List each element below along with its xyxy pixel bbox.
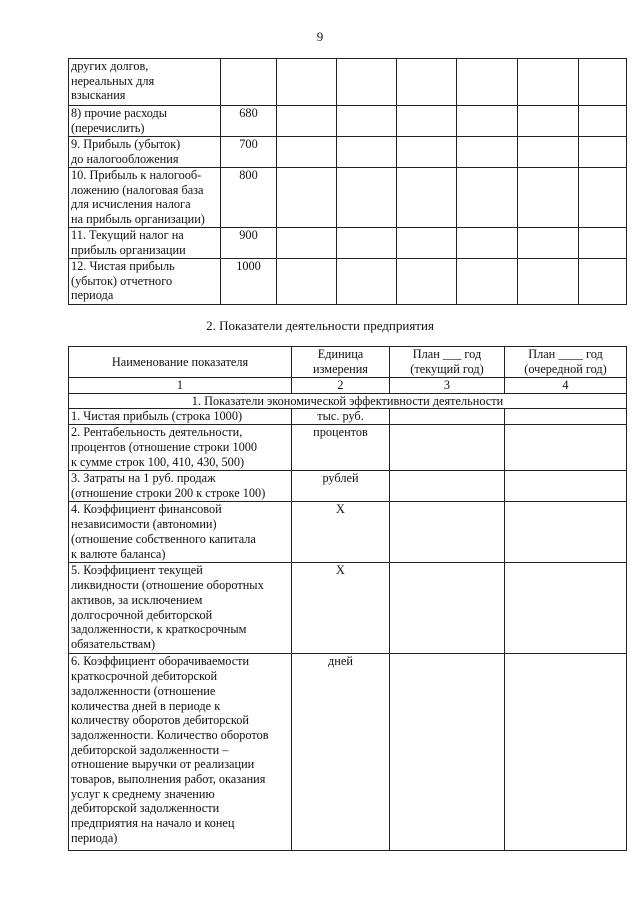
empty-cell: [579, 168, 627, 228]
empty-cell: [457, 59, 518, 106]
empty-cell: [397, 137, 457, 168]
empty-cell: [518, 137, 579, 168]
empty-cell: [397, 228, 457, 259]
header-plan-current: [390, 347, 505, 378]
indicator-name: [69, 409, 292, 425]
section-title: 2. Показатели деятельности предприятия: [206, 318, 434, 333]
plan-current-cell: [390, 425, 505, 471]
empty-cell: [457, 259, 518, 305]
column-numbers-row: [69, 378, 627, 394]
indicator-name: [69, 563, 292, 654]
empty-cell: [457, 106, 518, 137]
empty-cell: [457, 168, 518, 228]
table-row: [69, 137, 627, 168]
header-plan-next-text: План ____ год (очередной год): [524, 347, 607, 376]
indicator-unit: рублей: [292, 471, 390, 502]
empty-cell: [518, 59, 579, 106]
empty-cell: [277, 106, 337, 137]
column-number: 2: [292, 378, 390, 394]
header-name: Наименование показателя: [69, 347, 292, 378]
empty-cell: [579, 228, 627, 259]
header-plan-current-text: План ___ год (текущий год): [410, 347, 484, 376]
empty-cell: [337, 228, 397, 259]
empty-cell: [397, 168, 457, 228]
row-name-text: 10. Прибыль к налогооб- ложению (налоговая база для исчисления налога на прибыль организации): [71, 168, 205, 227]
plan-current-cell: [390, 471, 505, 502]
row-code: 1000: [221, 259, 277, 305]
plan-next-cell: [505, 409, 627, 425]
table-row: [69, 59, 627, 106]
table-row: [69, 168, 627, 228]
indicator-name: [69, 502, 292, 563]
plan-next-cell: [505, 471, 627, 502]
row-name: [69, 228, 221, 259]
row-name: [69, 259, 221, 305]
table-row: [69, 425, 627, 471]
row-name-text: 9. Прибыль (убыток) до налогообложения: [71, 137, 181, 166]
plan-current-cell: [390, 654, 505, 851]
plan-current-cell: [390, 502, 505, 563]
empty-cell: [518, 168, 579, 228]
empty-cell: [337, 106, 397, 137]
empty-cell: [337, 259, 397, 305]
table-row: [69, 471, 627, 502]
empty-cell: [457, 228, 518, 259]
column-number: 3: [390, 378, 505, 394]
indicator-name-text: 1. Чистая прибыль (строка 1000): [71, 409, 243, 424]
table-row: [69, 409, 627, 425]
empty-cell: [397, 259, 457, 305]
income-statement-table: [68, 58, 627, 305]
empty-cell: [518, 228, 579, 259]
subsection-title: 1. Показатели экономической эффективности деятельности: [69, 393, 627, 409]
row-code: 680: [221, 106, 277, 137]
indicator-name-text: 2. Рентабельность деятельности, процентов (отношение строки 1000 к сумме строк 100, 410, 430, 500): [71, 425, 258, 469]
header-plan-next: [505, 347, 627, 378]
table-row: [69, 259, 627, 305]
row-name-text: 11. Текущий налог на прибыль организации: [71, 228, 186, 257]
row-code: 700: [221, 137, 277, 168]
plan-current-cell: [390, 563, 505, 654]
plan-next-cell: [505, 502, 627, 563]
table-row: [69, 563, 627, 654]
subsection-row: [69, 393, 627, 409]
row-code: [221, 59, 277, 106]
header-unit-text: Единица измерения: [313, 347, 368, 376]
plan-next-cell: [505, 563, 627, 654]
empty-cell: [277, 137, 337, 168]
empty-cell: [579, 106, 627, 137]
empty-cell: [397, 59, 457, 106]
row-name-text: 12. Чистая прибыль (убыток) отчетного периода: [71, 259, 175, 303]
row-name-text: других долгов, нереальных для взыскания: [71, 59, 155, 103]
row-name: [69, 168, 221, 228]
empty-cell: [337, 137, 397, 168]
empty-cell: [277, 228, 337, 259]
indicator-name-text: 6. Коэффициент оборачиваемости краткосрочной дебиторской задолженности (отношение количества дней в периоде к количеству оборотов дебиторской задолженности. Количество оборотов дебиторской задолженности – отношение выручки от реализации товаров, выполнения работ, оказания услуг к среднему значению дебиторской задолженности предприятия на начало и конец периода): [71, 654, 269, 845]
empty-cell: [518, 259, 579, 305]
table-row: [69, 654, 627, 851]
table-row: [69, 106, 627, 137]
empty-cell: [397, 106, 457, 137]
column-number: 1: [69, 378, 292, 394]
empty-cell: [457, 137, 518, 168]
empty-cell: [337, 168, 397, 228]
indicator-unit: тыс. руб.: [292, 409, 390, 425]
indicator-name-text: 5. Коэффициент текущей ликвидности (отношение оборотных активов, за исключением долгосрочной дебиторской задолженности, к краткосрочным обязательствам): [71, 563, 264, 651]
plan-next-cell: [505, 654, 627, 851]
empty-cell: [277, 168, 337, 228]
row-name: [69, 137, 221, 168]
table-row: [69, 502, 627, 563]
row-name: [69, 59, 221, 106]
plan-next-cell: [505, 425, 627, 471]
table-row: [69, 228, 627, 259]
row-name: [69, 106, 221, 137]
page-number: 9: [316, 29, 324, 44]
indicator-unit: дней: [292, 654, 390, 851]
header-row: [69, 347, 627, 378]
empty-cell: [337, 59, 397, 106]
indicator-name-text: 4. Коэффициент финансовой независимости (автономии) (отношение собственного капитала к валюте баланса): [71, 502, 256, 561]
column-number: 4: [505, 378, 627, 394]
indicator-name: [69, 654, 292, 851]
empty-cell: [518, 106, 579, 137]
empty-cell: [579, 137, 627, 168]
indicator-name: [69, 425, 292, 471]
empty-cell: [277, 259, 337, 305]
plan-current-cell: [390, 409, 505, 425]
row-code: 900: [221, 228, 277, 259]
row-name-text: 8) прочие расходы (перечислить): [71, 106, 168, 135]
header-unit: [292, 347, 390, 378]
empty-cell: [579, 259, 627, 305]
indicator-name: [69, 471, 292, 502]
empty-cell: [277, 59, 337, 106]
row-code: 800: [221, 168, 277, 228]
indicator-unit: Х: [292, 502, 390, 563]
indicator-unit: Х: [292, 563, 390, 654]
empty-cell: [579, 59, 627, 106]
indicator-unit: процентов: [292, 425, 390, 471]
indicator-name-text: 3. Затраты на 1 руб. продаж (отношение строки 200 к строке 100): [71, 471, 266, 501]
performance-indicators-table: [68, 346, 627, 851]
